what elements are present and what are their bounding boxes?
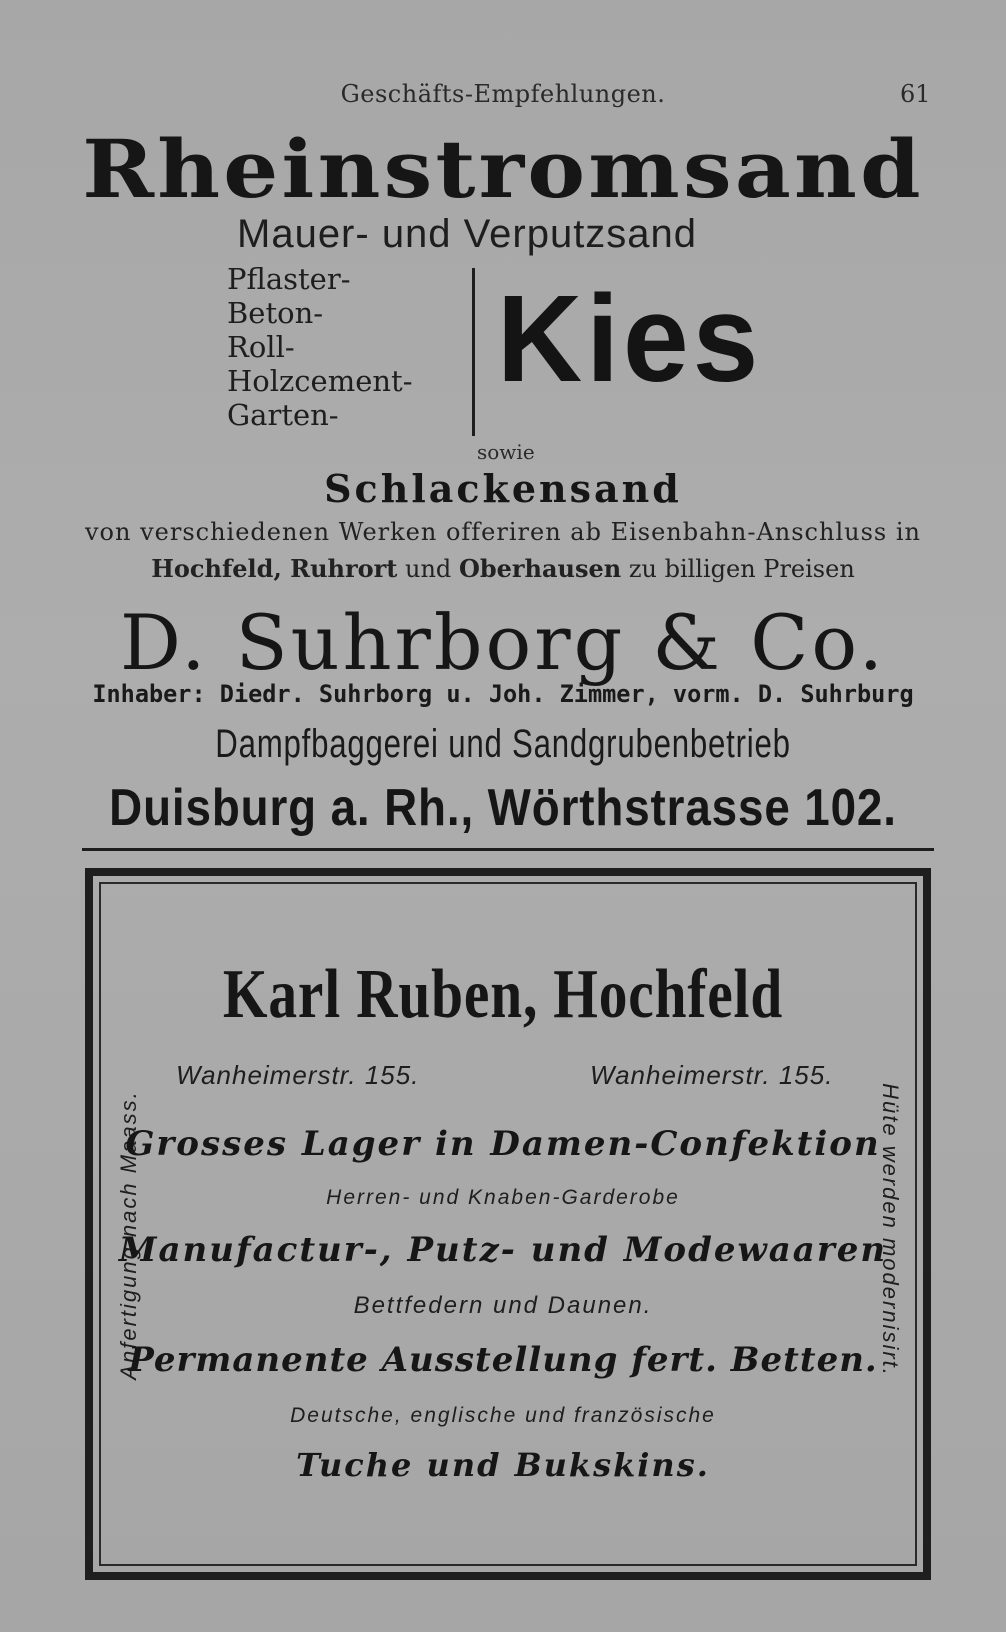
ad-subtitle: Mauer- und Verputzsand	[237, 212, 698, 256]
side-text-left-label: Anfertigung nach Maass.	[116, 1090, 141, 1380]
sowie-text: sowie	[477, 440, 535, 464]
offer-places-bold: Hochfeld, Ruhrort	[151, 554, 398, 583]
kies-type: Holzcement-	[227, 364, 413, 398]
ruben-line-herren: Herren- und Knaben-Garderobe	[326, 1186, 680, 1209]
offer-line-2	[0, 554, 1006, 583]
company-name: D. Suhrborg & Co.	[120, 598, 886, 687]
page-number: 61	[900, 80, 931, 108]
kies-heading: Kies	[497, 269, 763, 409]
ruben-title: Karl Ruben, Hochfeld	[222, 956, 784, 1033]
side-text-right-label: Hüte werden modernisirt.	[878, 1083, 903, 1377]
ruben-line-tuche: Tuche und Bukskins.	[296, 1446, 710, 1484]
company-address: Duisburg a. Rh., Wörthstrasse 102.	[109, 779, 897, 837]
offer-place-bold: Oberhausen	[458, 554, 622, 583]
section-title: Geschäfts-Empfehlungen.	[340, 80, 666, 108]
offer-connector: und	[397, 555, 459, 583]
ruben-line-manufactur: Manufactur-, Putz- und Modewaaren	[118, 1230, 888, 1270]
schlackensand-heading: Schlackensand	[324, 466, 682, 511]
section-divider	[82, 848, 934, 851]
offer-line-1: von verschiedenen Werken offeriren ab Eisenbahn-Anschluss in	[85, 518, 921, 546]
company-owners: Inhaber: Diedr. Suhrborg u. Joh. Zimmer, vorm. D. Suhrburg	[92, 680, 914, 708]
ruben-address-left: Wanheimerstr. 155.	[176, 1060, 420, 1090]
ruben-line-lager: Grosses Lager in Damen-Confektion	[125, 1124, 881, 1164]
offer-ending: zu billigen Preisen	[621, 555, 855, 583]
brace-divider	[472, 268, 475, 436]
company-business: Dampfbaggerei und Sandgrubenbetrieb	[215, 722, 791, 766]
ruben-address-right: Wanheimerstr. 155.	[590, 1060, 834, 1090]
ruben-line-deutsche: Deutsche, englische und französische	[290, 1404, 716, 1427]
ad-brand-title: Rheinstromsand	[82, 122, 924, 216]
ruben-line-bettfedern: Bettfedern und Daunen.	[353, 1292, 653, 1319]
kies-type-list	[227, 262, 413, 432]
kies-type: Beton-	[227, 296, 324, 330]
kies-type: Garten-	[227, 398, 339, 432]
kies-type: Roll-	[227, 330, 295, 364]
kies-type: Pflaster-	[227, 262, 351, 296]
ruben-line-permanente: Permanente Ausstellung fert. Betten.	[128, 1340, 878, 1380]
